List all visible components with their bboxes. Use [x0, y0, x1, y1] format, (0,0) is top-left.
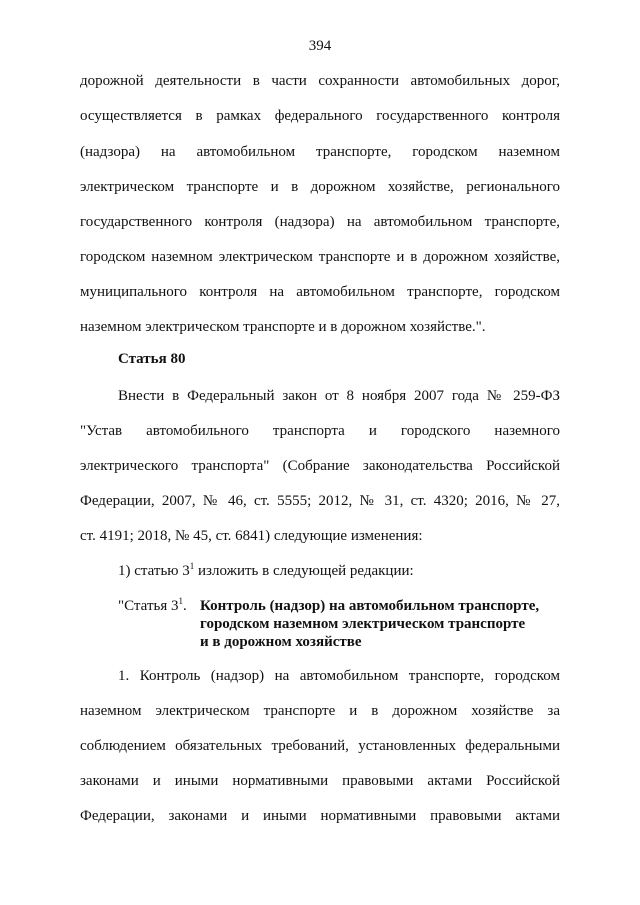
item-prefix: 1) статью 3 [118, 563, 190, 579]
label-prefix: "Статья 3 [118, 598, 179, 614]
text-line: Федерации, 2007, № 46, ст. 5555; 2012, № 31, ст. 4320; 2016, № 27, [80, 493, 560, 509]
text-line: электрического транспорта" (Собрание законодательства Российской [80, 458, 560, 474]
text-line: электрическом транспорте и в дорожном хозяйстве, регионального [80, 179, 560, 195]
text-line: "Устав автомобильного транспорта и городского наземного [80, 423, 560, 439]
page-number: 394 [308, 38, 332, 54]
text-line: Внести в Федеральный закон от 8 ноября 2007 года № 259-ФЗ [118, 388, 560, 404]
text-line: городском наземном электрическом транспорте и в дорожном хозяйстве, [80, 249, 560, 265]
text-line: ст. 4191; 2018, № 45, ст. 6841) следующие изменения: [80, 528, 423, 544]
superscript: 1 [178, 596, 183, 606]
new-article-title-line: Контроль (надзор) на автомобильном транспорте, [200, 598, 540, 614]
new-article-title-line: и в дорожном хозяйстве [200, 634, 362, 650]
text-line: муниципального контроля на автомобильном транспорте, городском [80, 284, 560, 300]
superscript: 1 [189, 561, 195, 571]
new-article-label [118, 597, 187, 615]
text-line: наземном электрическом транспорте и в дорожном хозяйстве.". [80, 319, 486, 335]
text-line: наземном электрическом транспорте и в дорожном хозяйстве за [80, 703, 560, 719]
text-line: осуществляется в рамках федерального государственного контроля [80, 108, 560, 124]
list-item [118, 562, 414, 580]
label-suffix: . [182, 598, 187, 614]
item-suffix: изложить в следующей редакции: [194, 563, 414, 579]
text-line: законами и иными нормативными правовыми актами Российской [80, 773, 560, 789]
text-line: (надзора) на автомобильном транспорте, городском наземном [80, 144, 560, 160]
article-heading: Статья 80 [118, 351, 186, 367]
text-line: 1. Контроль (надзор) на автомобильном транспорте, городском [118, 668, 560, 684]
text-line: государственного контроля (надзора) на автомобильном транспорте, [80, 214, 560, 230]
new-article-title-line: городском наземном электрическом транспорте [200, 616, 526, 632]
text-line: дорожной деятельности в части сохранности автомобильных дорог, [80, 73, 560, 89]
text-line: соблюдением обязательных требований, установленных федеральными [80, 738, 560, 754]
text-line: Федерации, законами и иными нормативными правовыми актами [80, 808, 560, 824]
